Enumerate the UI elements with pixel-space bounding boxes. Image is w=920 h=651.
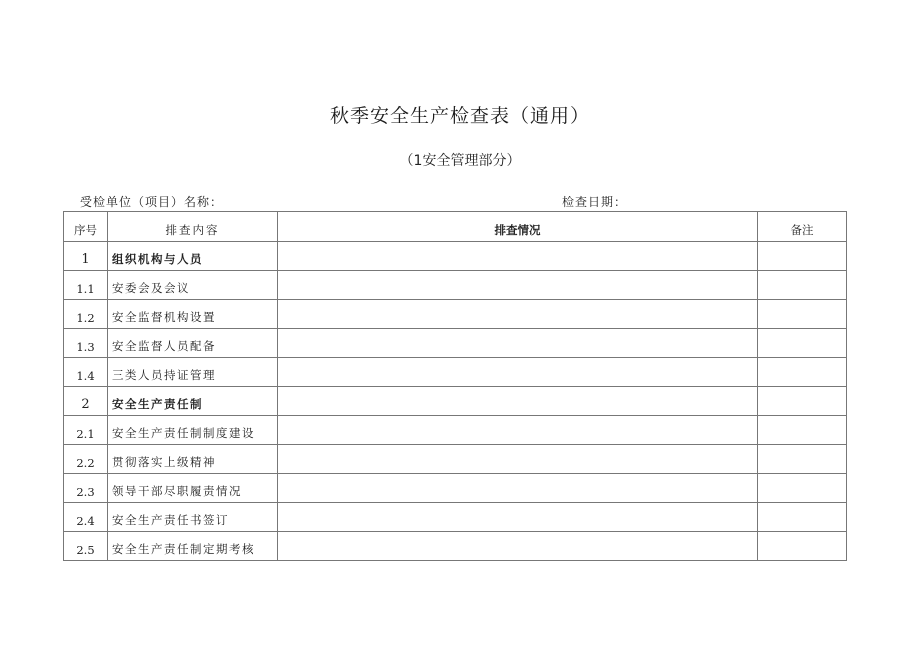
document-title: 秋季安全生产检查表（通用） <box>329 105 590 127</box>
row-note-cell[interactable] <box>758 532 847 561</box>
row-item: 三类人员持证管理 <box>108 358 278 387</box>
row-number: 2.3 <box>64 474 108 503</box>
row-status-cell[interactable] <box>278 358 758 387</box>
row-note-cell[interactable] <box>758 300 847 329</box>
row-number: 2.4 <box>64 503 108 532</box>
row-number: 2.2 <box>64 445 108 474</box>
table-row <box>64 445 847 474</box>
header-status: 排查情况 <box>278 212 758 242</box>
row-note-cell[interactable] <box>758 416 847 445</box>
row-number: 2.1 <box>64 416 108 445</box>
table-row <box>64 416 847 445</box>
row-note-cell[interactable] <box>758 329 847 358</box>
row-item: 贯彻落实上级精神 <box>108 445 278 474</box>
row-note-cell[interactable] <box>758 358 847 387</box>
row-status-cell[interactable] <box>278 242 758 271</box>
inspected-unit-label: 受检单位（项目）名称： <box>80 195 224 209</box>
row-note-cell[interactable] <box>758 474 847 503</box>
row-item: 领导干部尽职履责情况 <box>108 474 278 503</box>
header-item: 排查内容 <box>108 212 278 242</box>
table-row <box>64 532 847 561</box>
row-status-cell[interactable] <box>278 416 758 445</box>
row-item: 安全生产责任制 <box>108 387 278 416</box>
table-row <box>64 474 847 503</box>
table-row <box>64 271 847 300</box>
section-row <box>64 387 847 416</box>
row-number: 2.5 <box>64 532 108 561</box>
row-item: 安全监督机构设置 <box>108 300 278 329</box>
row-number: 1.3 <box>64 329 108 358</box>
row-status-cell[interactable] <box>278 532 758 561</box>
row-number: 1.4 <box>64 358 108 387</box>
row-status-cell[interactable] <box>278 329 758 358</box>
inspection-table <box>63 211 847 561</box>
row-status-cell[interactable] <box>278 300 758 329</box>
section-row <box>64 242 847 271</box>
table-row <box>64 358 847 387</box>
table-header-row <box>64 212 847 242</box>
row-status-cell[interactable] <box>278 474 758 503</box>
row-number: 2 <box>64 387 108 416</box>
row-item: 安全生产责任书签订 <box>108 503 278 532</box>
document-subtitle: （1安全管理部分） <box>399 153 521 169</box>
row-number: 1.2 <box>64 300 108 329</box>
inspection-date-label: 检查日期： <box>562 195 628 209</box>
row-status-cell[interactable] <box>278 387 758 416</box>
table-body <box>64 242 847 561</box>
row-note-cell[interactable] <box>758 271 847 300</box>
row-item: 组织机构与人员 <box>108 242 278 271</box>
row-item: 安委会及会议 <box>108 271 278 300</box>
row-note-cell[interactable] <box>758 242 847 271</box>
row-item: 安全生产责任制制度建设 <box>108 416 278 445</box>
table-row <box>64 329 847 358</box>
row-note-cell[interactable] <box>758 445 847 474</box>
table-row <box>64 503 847 532</box>
row-item: 安全生产责任制定期考核 <box>108 532 278 561</box>
row-status-cell[interactable] <box>278 445 758 474</box>
table-row <box>64 300 847 329</box>
header-note: 备注 <box>758 212 847 242</box>
row-number: 1 <box>64 242 108 271</box>
row-note-cell[interactable] <box>758 503 847 532</box>
row-status-cell[interactable] <box>278 271 758 300</box>
row-status-cell[interactable] <box>278 503 758 532</box>
row-number: 1.1 <box>64 271 108 300</box>
row-item: 安全监督人员配备 <box>108 329 278 358</box>
header-no: 序号 <box>64 212 108 242</box>
row-note-cell[interactable] <box>758 387 847 416</box>
